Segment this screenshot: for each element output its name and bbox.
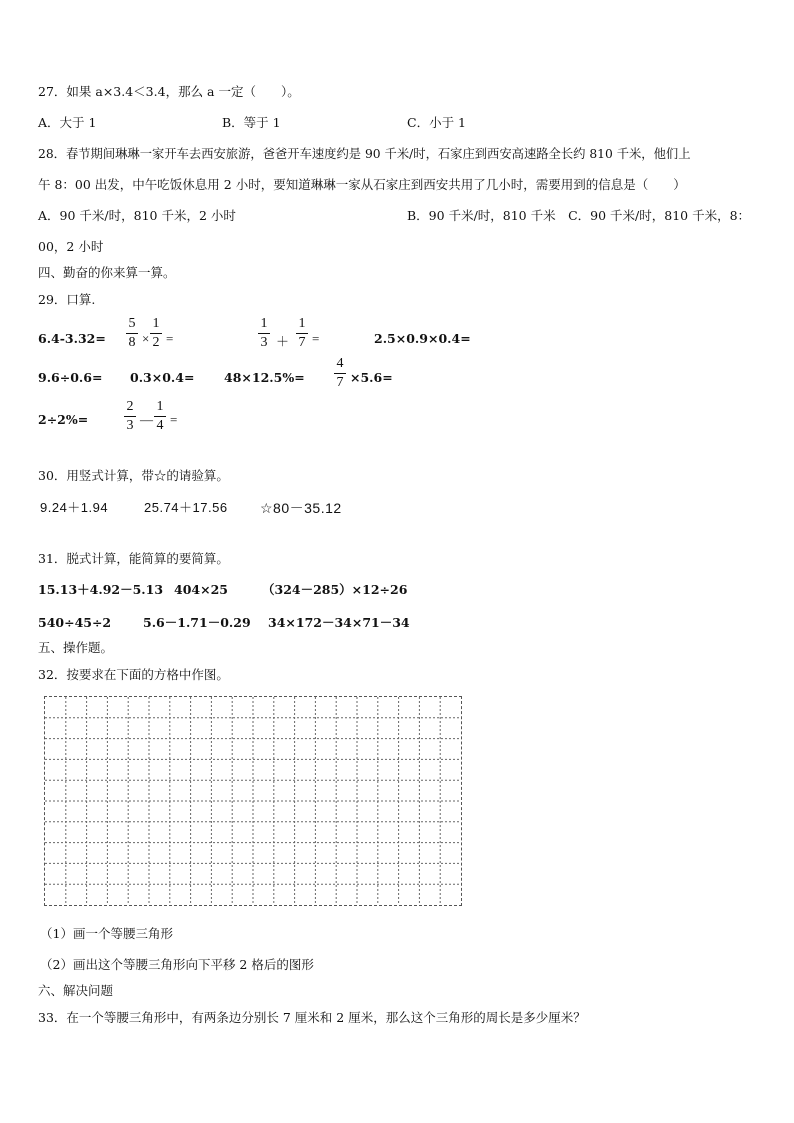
section-4-title: 四、勤奋的你来算一算。 bbox=[38, 265, 176, 280]
q31-row1-item2: 404×25 bbox=[174, 582, 228, 597]
q29-frac-2a bbox=[258, 316, 270, 351]
q28-option-bc: B．90 千米/时，810 千米 C．90 千米/时，810 千米，8： bbox=[407, 208, 751, 223]
q30-item-3: ☆80－35.12 bbox=[260, 500, 342, 516]
plus-sign: ＋ bbox=[276, 334, 290, 349]
q32-sub-1: （1）画一个等腰三角形 bbox=[40, 926, 173, 941]
q32-title: 32．按要求在下面的方格中作图。 bbox=[38, 667, 229, 682]
q29-expr-1: 6.4-3.32= bbox=[38, 331, 106, 346]
numerator: 1 bbox=[152, 316, 160, 331]
q30-title: 30．用竖式计算，带☆的请验算。 bbox=[38, 468, 229, 483]
q31-row1-item3: （324－285）×12÷26 bbox=[262, 582, 408, 597]
numerator: 2 bbox=[126, 399, 134, 414]
q28-stem-line1: 28．春节期间琳琳一家开车去西安旅游，爸爸开车速度约是 90 千米/时，石家庄到西安高速路全长约 810 千米，他们上 bbox=[38, 147, 691, 161]
q28-option-a: A．90 千米/时，810 千米，2 小时 bbox=[38, 208, 236, 223]
q28-option-c-cont: 00，2 小时 bbox=[38, 239, 104, 254]
q31-row2-item2: 5.6－1.71－0.29 bbox=[143, 615, 251, 630]
numerator: 4 bbox=[336, 356, 344, 371]
q29-title: 29．口算. bbox=[38, 292, 96, 307]
q29-expr-3: 9.6÷0.6= bbox=[38, 370, 103, 385]
q29-frac-1a bbox=[126, 316, 138, 351]
q29-frac-3 bbox=[334, 356, 346, 391]
equals-sign: = bbox=[312, 331, 320, 346]
times-sign: × bbox=[142, 331, 150, 346]
q27-option-c: C．小于 1 bbox=[407, 115, 466, 130]
section-5-title: 五、操作题。 bbox=[38, 640, 114, 655]
equals-sign: = bbox=[170, 412, 178, 427]
q29-frac-1b bbox=[150, 316, 162, 351]
denominator: 7 bbox=[336, 375, 344, 390]
q29-frac-4b bbox=[154, 399, 166, 434]
numerator: 1 bbox=[260, 316, 268, 331]
q27-option-a: A．大于 1 bbox=[38, 115, 97, 130]
q30-item-1: 9.24＋1.94 bbox=[40, 500, 109, 515]
q30-item-2: 25.74＋17.56 bbox=[144, 500, 228, 515]
q29-expr-5: 48×12.5%= bbox=[224, 370, 305, 385]
q29-expr-2: 2.5×0.9×0.4= bbox=[374, 331, 471, 346]
q29-frac-2b bbox=[296, 316, 308, 351]
numerator: 1 bbox=[156, 399, 164, 414]
q31-row2-item1: 540÷45÷2 bbox=[38, 615, 112, 630]
drawing-grid[interactable] bbox=[44, 696, 462, 906]
q29-frac-4a bbox=[124, 399, 136, 434]
q29-expr-4: 0.3×0.4= bbox=[130, 370, 195, 385]
numerator: 5 bbox=[128, 316, 136, 331]
q29-frac-3-rest: ×5.6= bbox=[350, 370, 393, 385]
q29-expr-6: 2÷2%= bbox=[38, 412, 89, 427]
denominator: 2 bbox=[152, 335, 160, 350]
denominator: 4 bbox=[156, 418, 164, 433]
q27-stem: 27．如果 a×3.4＜3.4，那么 a 一定（ ）。 bbox=[38, 84, 300, 99]
q32-sub-2: （2）画出这个等腰三角形向下平移 2 格后的图形 bbox=[40, 957, 314, 972]
q31-row2-item3: 34×172－34×71－34 bbox=[268, 615, 410, 630]
section-6-title: 六、解决问题 bbox=[38, 983, 114, 998]
q33-stem: 33．在一个等腰三角形中，有两条边分别长 7 厘米和 2 厘米，那么这个三角形的周长是多少厘米？ bbox=[38, 1010, 586, 1025]
numerator: 1 bbox=[298, 316, 306, 331]
q27-option-b: B．等于 1 bbox=[222, 115, 281, 130]
denominator: 3 bbox=[260, 335, 268, 350]
denominator: 7 bbox=[298, 335, 306, 350]
q31-row1-item1: 15.13＋4.92－5.13 bbox=[38, 582, 164, 597]
minus-sign: — bbox=[140, 412, 153, 427]
q31-title: 31．脱式计算，能简算的要简算。 bbox=[38, 551, 229, 566]
denominator: 3 bbox=[126, 418, 134, 433]
q28-stem-line2: 午 8：00 出发，中午吃饭休息用 2 小时，要知道琳琳一家从石家庄到西安共用了几小时，需要用到的信息是（ ） bbox=[38, 177, 686, 192]
equals-sign: = bbox=[166, 331, 174, 346]
grid-lines bbox=[45, 697, 461, 905]
denominator: 8 bbox=[128, 335, 136, 350]
